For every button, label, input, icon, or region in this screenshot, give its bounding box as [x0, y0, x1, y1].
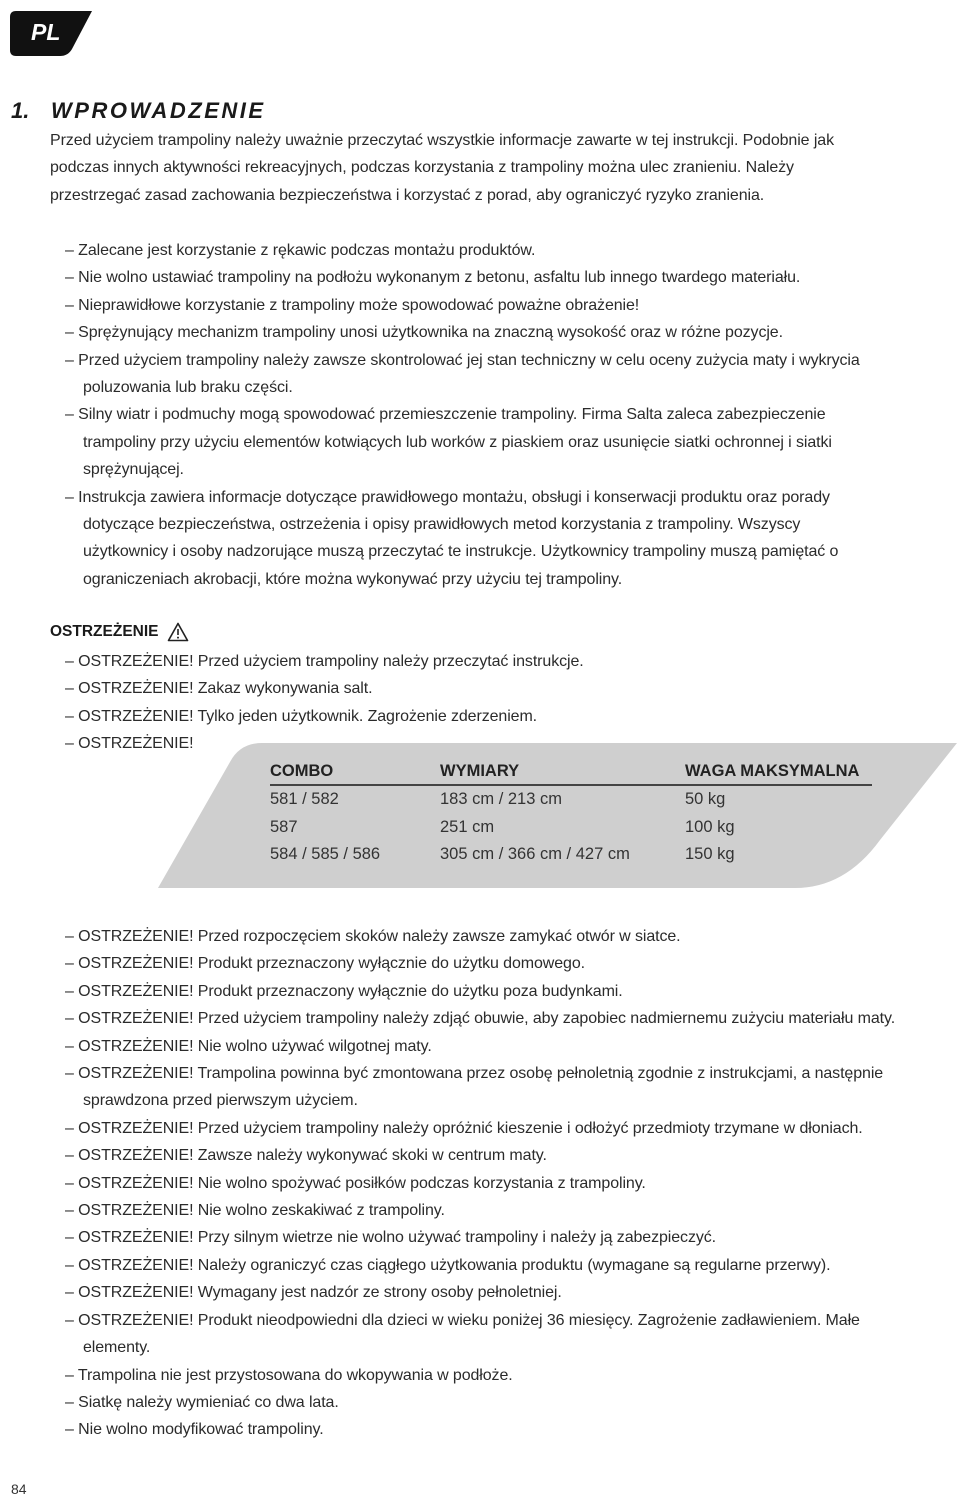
section-title: WPROWADZENIE: [51, 98, 266, 123]
list-item-line: – Zalecane jest korzystanie z rękawic podczas montażu produktów.: [65, 237, 860, 264]
header-dimensions: WYMIARY: [440, 761, 520, 780]
list-item: [65, 950, 895, 977]
cell-max-weight: 150 kg: [685, 845, 735, 864]
warning-list-bottom: [65, 923, 895, 1444]
header-combo: COMBO: [270, 761, 334, 780]
list-item: [65, 1416, 895, 1443]
language-code: PL: [31, 19, 61, 45]
list-item: [65, 1307, 895, 1362]
list-item-line: – Trampolina nie jest przystosowana do wkopywania w podłoże.: [65, 1362, 895, 1389]
list-item-line: – OSTRZEŻENIE! Produkt nieodpowiedni dla dzieci w wieku poniżej 36 miesięcy. Zagrożenie zadławieniem. Małe: [65, 1307, 895, 1334]
list-item: [65, 1224, 895, 1251]
list-item-line: sprawdzona przed pierwszym użyciem.: [83, 1092, 358, 1110]
list-item: [65, 1362, 895, 1389]
list-item: [65, 1279, 895, 1306]
list-item: [65, 1005, 895, 1032]
list-item-line: – OSTRZEŻENIE! Nie wolno zeskakiwać z trampoliny.: [65, 1197, 895, 1224]
weight-table: [270, 758, 872, 869]
cell-combo: 584 / 585 / 586: [270, 845, 381, 864]
cell-dimensions: 183 cm / 213 cm: [440, 790, 562, 809]
list-item-line: – Nie wolno ustawiać trampoliny na podłożu wykonanym z betonu, asfaltu lub innego twardego materiału.: [65, 264, 860, 291]
table-row: [270, 786, 872, 814]
table-header: [270, 758, 872, 786]
list-item-line: – OSTRZEŻENIE! Przed użyciem trampoliny należy opróżnić kieszenie i odłożyć przedmioty trzymane w dłoniach.: [65, 1115, 895, 1142]
list-item-line: – OSTRZEŻENIE! Przed rozpoczęciem skoków należy zawsze zamykać otwór w siatce.: [65, 923, 895, 950]
list-item-line: użytkownicy i osoby nadzorujące muszą przeczytać te instrukcje. Użytkownicy trampoliny muszą pamiętać o: [83, 543, 839, 561]
list-item-line: trampoliny przy użyciu elementów kotwiących lub worków z piaskiem oraz usunięcie siatki ochronnej i siatki: [83, 433, 832, 451]
list-item-line: sprężynującej.: [83, 461, 184, 479]
list-item-line: – OSTRZEŻENIE! Przed użyciem trampoliny należy zdjąć obuwie, aby zapobiec nadmiernemu zużyciu materiału maty.: [65, 1005, 895, 1032]
list-item-line: – OSTRZEŻENIE! Należy ograniczyć czas ciągłego użytkowania produktu (wymagane są regularne przerwy).: [65, 1252, 895, 1279]
list-item-line: – OSTRZEŻENIE! Przy silnym wietrze nie wolno używać trampoliny i należy ją zabezpieczyć.: [65, 1224, 895, 1251]
cell-max-weight: 100 kg: [685, 817, 735, 836]
cell-combo: 587: [270, 817, 298, 836]
list-item-line: – OSTRZEŻENIE! Produkt przeznaczony wyłącznie do użytku poza budynkami.: [65, 978, 895, 1005]
table-row: [270, 841, 872, 869]
list-item-line: – Nie wolno modyfikować trampoliny.: [65, 1416, 895, 1443]
list-item-line: – OSTRZEŻENIE! Zawsze należy wykonywać skoki w centrum maty.: [65, 1142, 895, 1169]
paragraph-line: Przed użyciem trampoliny należy uważnie przeczytać wszystkie informacje zawarte w tej instrukcji. Podobnie jak: [50, 132, 834, 149]
list-item-line: – Nieprawidłowe korzystanie z trampoliny może spowodować poważne obrażenie!: [65, 292, 860, 319]
list-item-line: – OSTRZEŻENIE!: [65, 730, 584, 757]
list-item-line: – OSTRZEŻENIE! Wymagany jest nadzór ze strony osoby pełnoletniej.: [65, 1279, 895, 1306]
list-item: [65, 1115, 895, 1142]
list-item: [65, 1170, 895, 1197]
paragraph-line: przestrzegać zasad zachowania bezpieczeństwa i korzystać z porad, aby ograniczyć ryzyko zranienia.: [50, 186, 765, 204]
list-item: [65, 1252, 895, 1279]
list-item-line: – OSTRZEŻENIE! Tylko jeden użytkownik. Zagrożenie zderzeniem.: [65, 703, 584, 730]
list-item: [65, 1142, 895, 1169]
cell-dimensions: 251 cm: [440, 817, 495, 836]
list-item-line: – Przed użyciem trampoliny należy zawsze skontrolować jej stan techniczny w celu oceny zużycia maty i wykrycia: [65, 347, 860, 374]
list-item: [65, 1033, 895, 1060]
page-number: 84: [11, 1481, 27, 1497]
header-max-weight: WAGA MAKSYMALNA: [685, 761, 860, 780]
list-item-line: dotyczące bezpieczeństwa, ostrzeżenia i opisy prawidłowych metod korzystania z trampoliny. Wszyscy: [83, 516, 801, 534]
cell-combo: 581 / 582: [270, 790, 339, 809]
list-item-line: – OSTRZEŻENIE! Nie wolno spożywać posiłków podczas korzystania z trampoliny.: [65, 1170, 895, 1197]
list-item: [65, 1197, 895, 1224]
table-row: [270, 814, 872, 842]
cell-dimensions: 305 cm / 366 cm / 427 cm: [440, 845, 630, 864]
section-number: 1.: [11, 98, 30, 123]
list-item-line: poluzowania lub braku części.: [83, 379, 293, 397]
list-item-line: – Instrukcja zawiera informacje dotyczące prawidłowego montażu, obsługi i konserwacji produktu oraz porady: [65, 484, 860, 511]
warning-heading-text: OSTRZEŻENIE: [50, 623, 159, 640]
list-item-line: – Sprężynujący mechanizm trampoliny unosi użytkownika na znaczną wysokość oraz w różne pozycje.: [65, 319, 860, 346]
list-item: [65, 923, 895, 950]
list-item-line: ograniczeniach akrobacji, które można wykonywać przy użyciu tej trampoliny.: [83, 570, 623, 588]
list-item: [65, 978, 895, 1005]
list-item-line: – OSTRZEŻENIE! Przed użyciem trampoliny należy przeczytać instrukcje.: [65, 648, 584, 675]
list-item: [65, 1060, 895, 1115]
list-item-line: elementy.: [83, 1339, 151, 1357]
cell-max-weight: 50 kg: [685, 790, 726, 809]
list-item-line: – Silny wiatr i podmuchy mogą spowodować przemieszczenie trampoliny. Firma Salta zaleca zabezpieczenie: [65, 401, 860, 428]
list-item-line: – OSTRZEŻENIE! Produkt przeznaczony wyłącznie do użytku domowego.: [65, 950, 895, 977]
list-item-line: – OSTRZEŻENIE! Trampolina powinna być zmontowana przez osobę pełnoletnią zgodnie z instrukcjami, a następnie: [65, 1060, 895, 1087]
list-item: [65, 1389, 895, 1416]
list-item-line: – Siatkę należy wymieniać co dwa lata.: [65, 1389, 895, 1416]
list-item-line: – OSTRZEŻENIE! Zakaz wykonywania salt.: [65, 675, 584, 702]
list-item-line: – OSTRZEŻENIE! Nie wolno używać wilgotnej maty.: [65, 1033, 895, 1060]
paragraph-line: podczas innych aktywności rekreacyjnych, podczas korzystania z trampoliny można ulec zranieniu. Należy: [50, 159, 794, 177]
